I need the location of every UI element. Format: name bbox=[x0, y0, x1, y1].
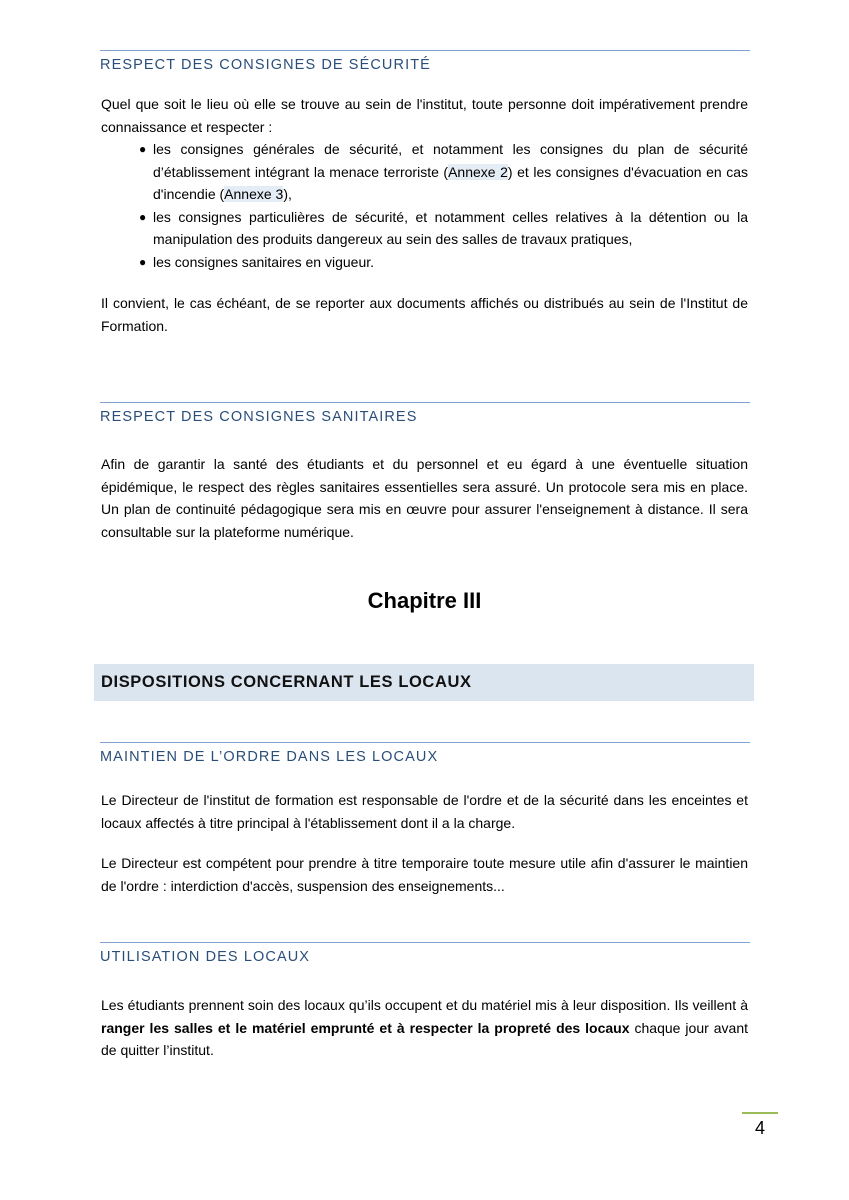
bullet-icon: ● bbox=[139, 254, 147, 269]
section-heading-ordre: MAINTIEN DE L’ORDRE DANS LES LOCAUX bbox=[100, 742, 750, 765]
section-heading-sanitaires: RESPECT DES CONSIGNES SANITAIRES bbox=[100, 402, 750, 425]
bullet-icon: ● bbox=[139, 142, 147, 156]
list-item: ● les consignes particulières de sécurité, et notamment celles relatives à la détention ou la manipulation des produits dangereux au sein des salles de travaux pratiques, bbox=[137, 206, 748, 251]
ordre-paragraph-2: Le Directeur est compétent pour prendre à titre temporaire toute mesure utile afin d'assurer le maintien de l'ordre : interdiction d'accès, suspension des enseignements... bbox=[101, 855, 748, 894]
ordre-paragraph-1: Le Directeur de l'institut de formation est responsable de l'ordre et de la sécurité dans les enceintes et locaux affectés à titre principal à l'établissement dont il a la charge. bbox=[101, 792, 748, 831]
securite-intro: Quel que soit le lieu où elle se trouve au sein de l'institut, toute personne doit impérativement prendre connaissance et respecter : bbox=[101, 96, 748, 135]
section-heading-utilisation: UTILISATION DES LOCAUX bbox=[100, 942, 750, 965]
list-item: ● les consignes sanitaires en vigueur. bbox=[137, 251, 748, 274]
sanitaires-body: Afin de garantir la santé des étudiants et du personnel et eu égard à une éventuelle situation épidémique, le respect des règles sanitaires essentielles sera assuré. Un protocole sera mis en place. Un plan de continuité pédagogique sera mis en œuvre pour assurer l'enseignement à distance. Il sera consultable sur la plateforme numérique. bbox=[101, 456, 748, 540]
chapter-title: Chapitre III bbox=[367, 588, 482, 613]
chapter-banner: DISPOSITIONS CONCERNANT LES LOCAUX bbox=[94, 664, 754, 701]
list-item: ● les consignes générales de sécurité, et notamment les consignes du plan de sécurité d’établissement intégrant la menace terroriste (Annexe 2) et les consignes d'évacuation en cas d'incendie (Annexe 3), bbox=[137, 138, 748, 206]
securite-outro: Il convient, le cas échéant, de se reporter aux documents affichés ou distribués au sein de l'Institut de Formation. bbox=[101, 295, 748, 334]
page-number: 4 bbox=[754, 1118, 765, 1138]
annexe-3-link[interactable]: Annexe 3 bbox=[224, 186, 284, 202]
securite-bullet-list bbox=[137, 138, 748, 273]
annexe-2-link[interactable]: Annexe 2 bbox=[448, 163, 508, 180]
bullet-icon: ● bbox=[139, 209, 147, 224]
section-heading-securite: RESPECT DES CONSIGNES DE SÉCURITÉ bbox=[100, 50, 750, 73]
utilisation-paragraph: Les étudiants prennent soin des locaux qu’ils occupent et du matériel mis à leur disposition. Ils veillent à ranger les salles et le matériel emprunté et à respecter la propreté des locaux chaque jour avant de quitter l’institut. bbox=[101, 997, 748, 1058]
page-number-rule bbox=[742, 1112, 778, 1114]
